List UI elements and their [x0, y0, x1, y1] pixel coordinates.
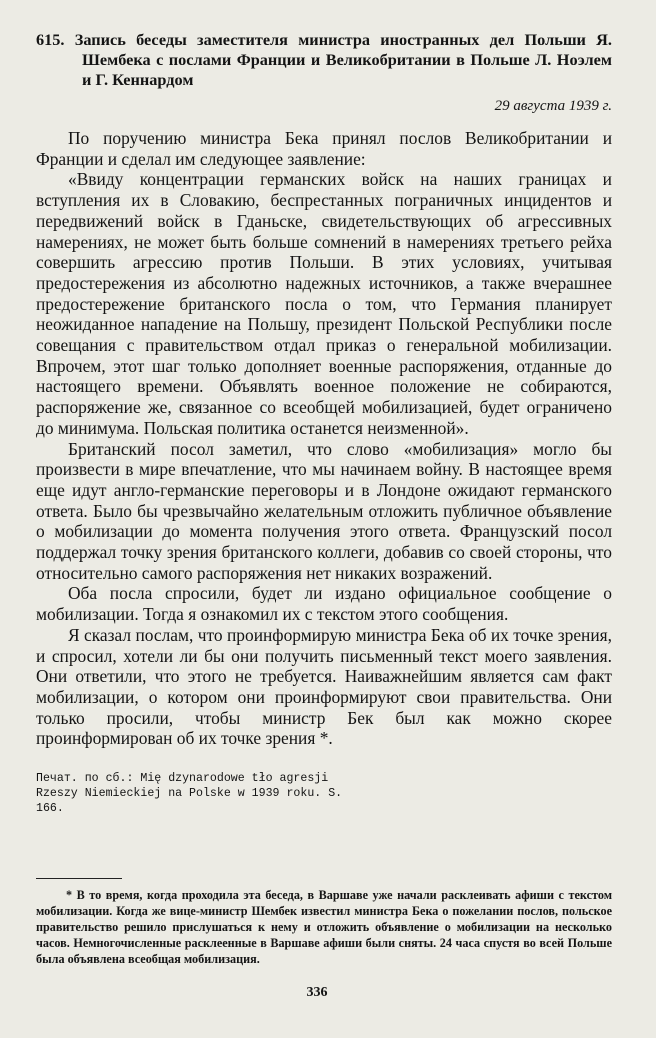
paragraph: По поручению министра Бека принял послов Великобритании и Франции и сделал им следующее заявление:: [36, 128, 612, 169]
document-page: [36, 30, 612, 1001]
paragraph: «Ввиду концентрации германских войск на наших границах и вступления их в Словакию, беспрестанных пограничных инцидентов и передвижений войск в Гданьске, свидетельствующих об агрессивных намерениях, не может быть больше сомнений в намерениях третьего рейха совершить агрессию против Польши. В этих условиях, учитывая предостережения из абсолютно надежных источников, а также вчерашнее предостережение британского посла о том, что Германия планирует неожиданное нападение на Польшу, президент Польской Республики после совещания с правительством отдал приказ о генеральной мобилизации. Впрочем, этот шаг только дополняет военные распоряжения, отданные до настоящего времени. Объявлять военное положение не собираются, распоряжение же, связанное со всеобщей мобилизацией, будет ограничено до минимума. Польская политика останется неизменной».: [36, 169, 612, 438]
document-date: 29 августа 1939 г.: [494, 98, 612, 114]
paragraph: Я сказал послам, что проинформирую министра Бека об их точке зрения, и спросил, хотели ли бы они получить письменный текст моего заявления. Они ответили, что этого не требуется. Наиважнейшим является сам факт мобилизации, о котором они проинформируют свои правительства. Они только просили, чтобы министр Бек был как можно скорее проинформирован об их точке зрения *.: [36, 624, 612, 749]
document-title: 615. Запись беседы заместителя министра иностранных дел Польши Я. Шембека с послами Франции и Великобритании в Польше Л. Ноэлем и Г. Кеннардом: [36, 30, 612, 89]
footnote-divider: [36, 878, 122, 879]
source-note: Печат. по сб.: Mię dzynarodowe tło agresji Rzeszy Niemieckiej na Polske w 1939 roku. S. 166.: [36, 772, 343, 816]
document-body: [36, 128, 612, 749]
paragraph: Британский посол заметил, что слово «мобилизация» могло бы произвести в мире впечатление, что мы начинаем войну. В настоящее время еще идут англо-германские переговоры и в Лондоне ожидают германского ответа. Было бы чрезвычайно желательным отложить публичное объявление о мобилизации до момента получения этого ответа. Французский посол поддержал точку зрения британского коллеги, добавив со своей стороны, что относительно самого распоряжения нет никаких возражений.: [36, 438, 612, 583]
footnote: * В то время, когда проходила эта беседа, в Варшаве уже начали расклеивать афиши с текстом мобилизации. Когда же вице-министр Шембек известил министра Бека о пожелании послов, польское правительство решило прислушаться к нему и отложить объявление о мобилизации на несколько часов. Немногочисленные расклеенные в Варшаве афиши были сняты. 24 часа спустя во всей Польше была объявлена всеобщая мобилизация.: [36, 888, 612, 967]
page-number: 336: [306, 985, 328, 1001]
paragraph: Оба посла спросили, будет ли издано официальное сообщение о мобилизации. Тогда я ознакомил их с текстом этого сообщения.: [36, 583, 612, 625]
